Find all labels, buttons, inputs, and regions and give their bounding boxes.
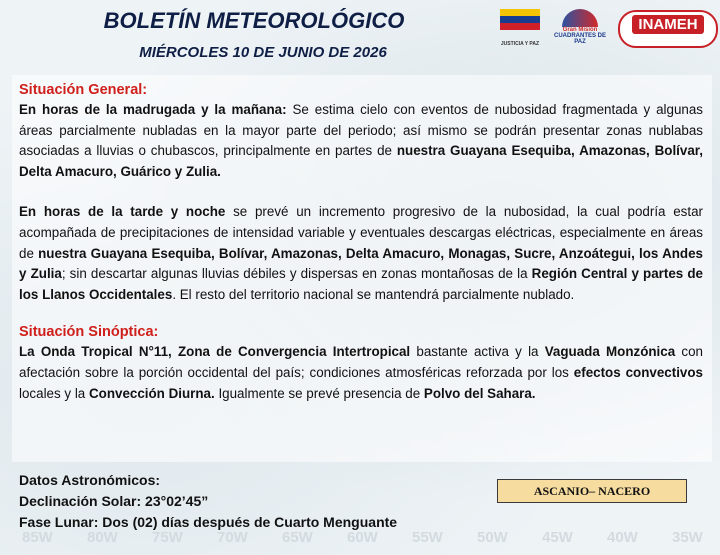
situacion-general-heading: Situación General: <box>19 82 148 98</box>
cuadrantes-arc-icon <box>562 9 598 27</box>
astro-fase-lunar: Fase Lunar: Dos (02) días después de Cuarto Menguante <box>19 514 398 530</box>
text-segment: nuestra Guayana Esequiba, Bolívar, Amazonas, Delta Amacuro, Monagas, Sucre, Anzoátegui, los Andes y Zulia <box>19 245 703 282</box>
flag-logo-label: JUSTICIA Y PAZ <box>500 41 540 47</box>
situacion-sinoptica-heading: Situación Sinóptica: <box>19 324 159 341</box>
longitude-label: 65W <box>282 529 313 546</box>
astro-declinacion: Declinación Solar: 23°02’45” <box>19 493 209 509</box>
longitude-label: 80W <box>87 529 118 546</box>
text-segment: Igualmente se prevé presencia de <box>214 385 424 401</box>
longitude-label: 40W <box>607 529 638 546</box>
inameh-logo <box>618 10 718 48</box>
situacion-sinoptica-paragraph <box>19 342 703 404</box>
text-segment: En horas de la tarde y noche <box>19 204 226 220</box>
longitude-label: 35W <box>672 529 703 546</box>
astronomical-data <box>19 470 489 533</box>
text-segment: nuestra Guayana Esequiba, Amazonas, Bolívar, Delta Amacuro, Guárico y Zulia. <box>19 143 703 179</box>
longitude-label: 70W <box>217 529 248 546</box>
longitude-label: 85W <box>22 529 53 546</box>
text-segment: Vaguada Monzónica <box>544 344 676 360</box>
text-segment: locales y la <box>19 385 89 401</box>
text-segment: se prevé un incremento progresivo de la nubosidad, la cual podría estar acompañada de precipitaciones de intensidad variable y eventuales descargas eléctricas, especialmente en áreas de <box>19 204 703 261</box>
text-segment: bastante activa y la <box>410 344 545 360</box>
forecaster-signature: ASCANIO– NACERO <box>497 479 687 503</box>
text-segment: Polvo del Sahara. <box>423 385 536 401</box>
bulletin-title: BOLETÍN METEOROLÓGICO <box>103 8 405 33</box>
text-segment: En horas de la madrugada y la mañana: <box>19 102 287 117</box>
text-segment: Convección Diurna. <box>88 385 215 401</box>
longitude-label: 50W <box>477 529 508 546</box>
text-segment: Región Central y partes de los Llanos Occidentales <box>19 266 703 302</box>
longitude-label: 55W <box>412 529 443 546</box>
bulletin-content <box>19 80 703 404</box>
situacion-general-paragraph-1 <box>19 100 703 182</box>
inameh-logo-text: INAMEH <box>632 15 703 34</box>
situacion-general-paragraph-2 <box>19 202 703 305</box>
text-segment: con afectación sobre la porción occidental del país; condiciones atmosféricas reforzada por los <box>19 344 703 380</box>
bulletin-date: MIÉRCOLES 10 DE JUNIO DE 2026 <box>139 44 387 61</box>
longitude-label: 45W <box>542 529 573 546</box>
text-segment: efectos convectivos <box>573 364 703 380</box>
cuadrantes-logo-line1: Gran Misión <box>562 27 598 33</box>
venezuela-flag-logo <box>500 9 540 39</box>
text-segment: ; sin descartar algunas lluvias débiles y dispersas en zonas montañosas de la <box>61 266 532 282</box>
astro-title: Datos Astronómicos: <box>19 472 161 488</box>
longitude-label: 60W <box>347 529 378 546</box>
cuadrantes-logo-line2: CUADRANTES DE PAZ <box>553 33 606 45</box>
longitude-label: 75W <box>152 529 183 546</box>
text-segment: . El resto del territorio nacional se mantendrá parcialmente nublado. <box>172 286 575 302</box>
text-segment: La Onda Tropical N°11, Zona de Convergencia Intertropical <box>19 344 411 360</box>
text-segment: Se estima cielo con eventos de nubosidad fragmentada y algunas áreas parcialmente nubladas en la mayor parte del periodo; así mismo se podrán presentar zonas nublabas asociadas a lluvias o chubascos, principalmente en partes de <box>19 102 703 159</box>
cuadrantes-de-paz-logo <box>548 9 612 45</box>
